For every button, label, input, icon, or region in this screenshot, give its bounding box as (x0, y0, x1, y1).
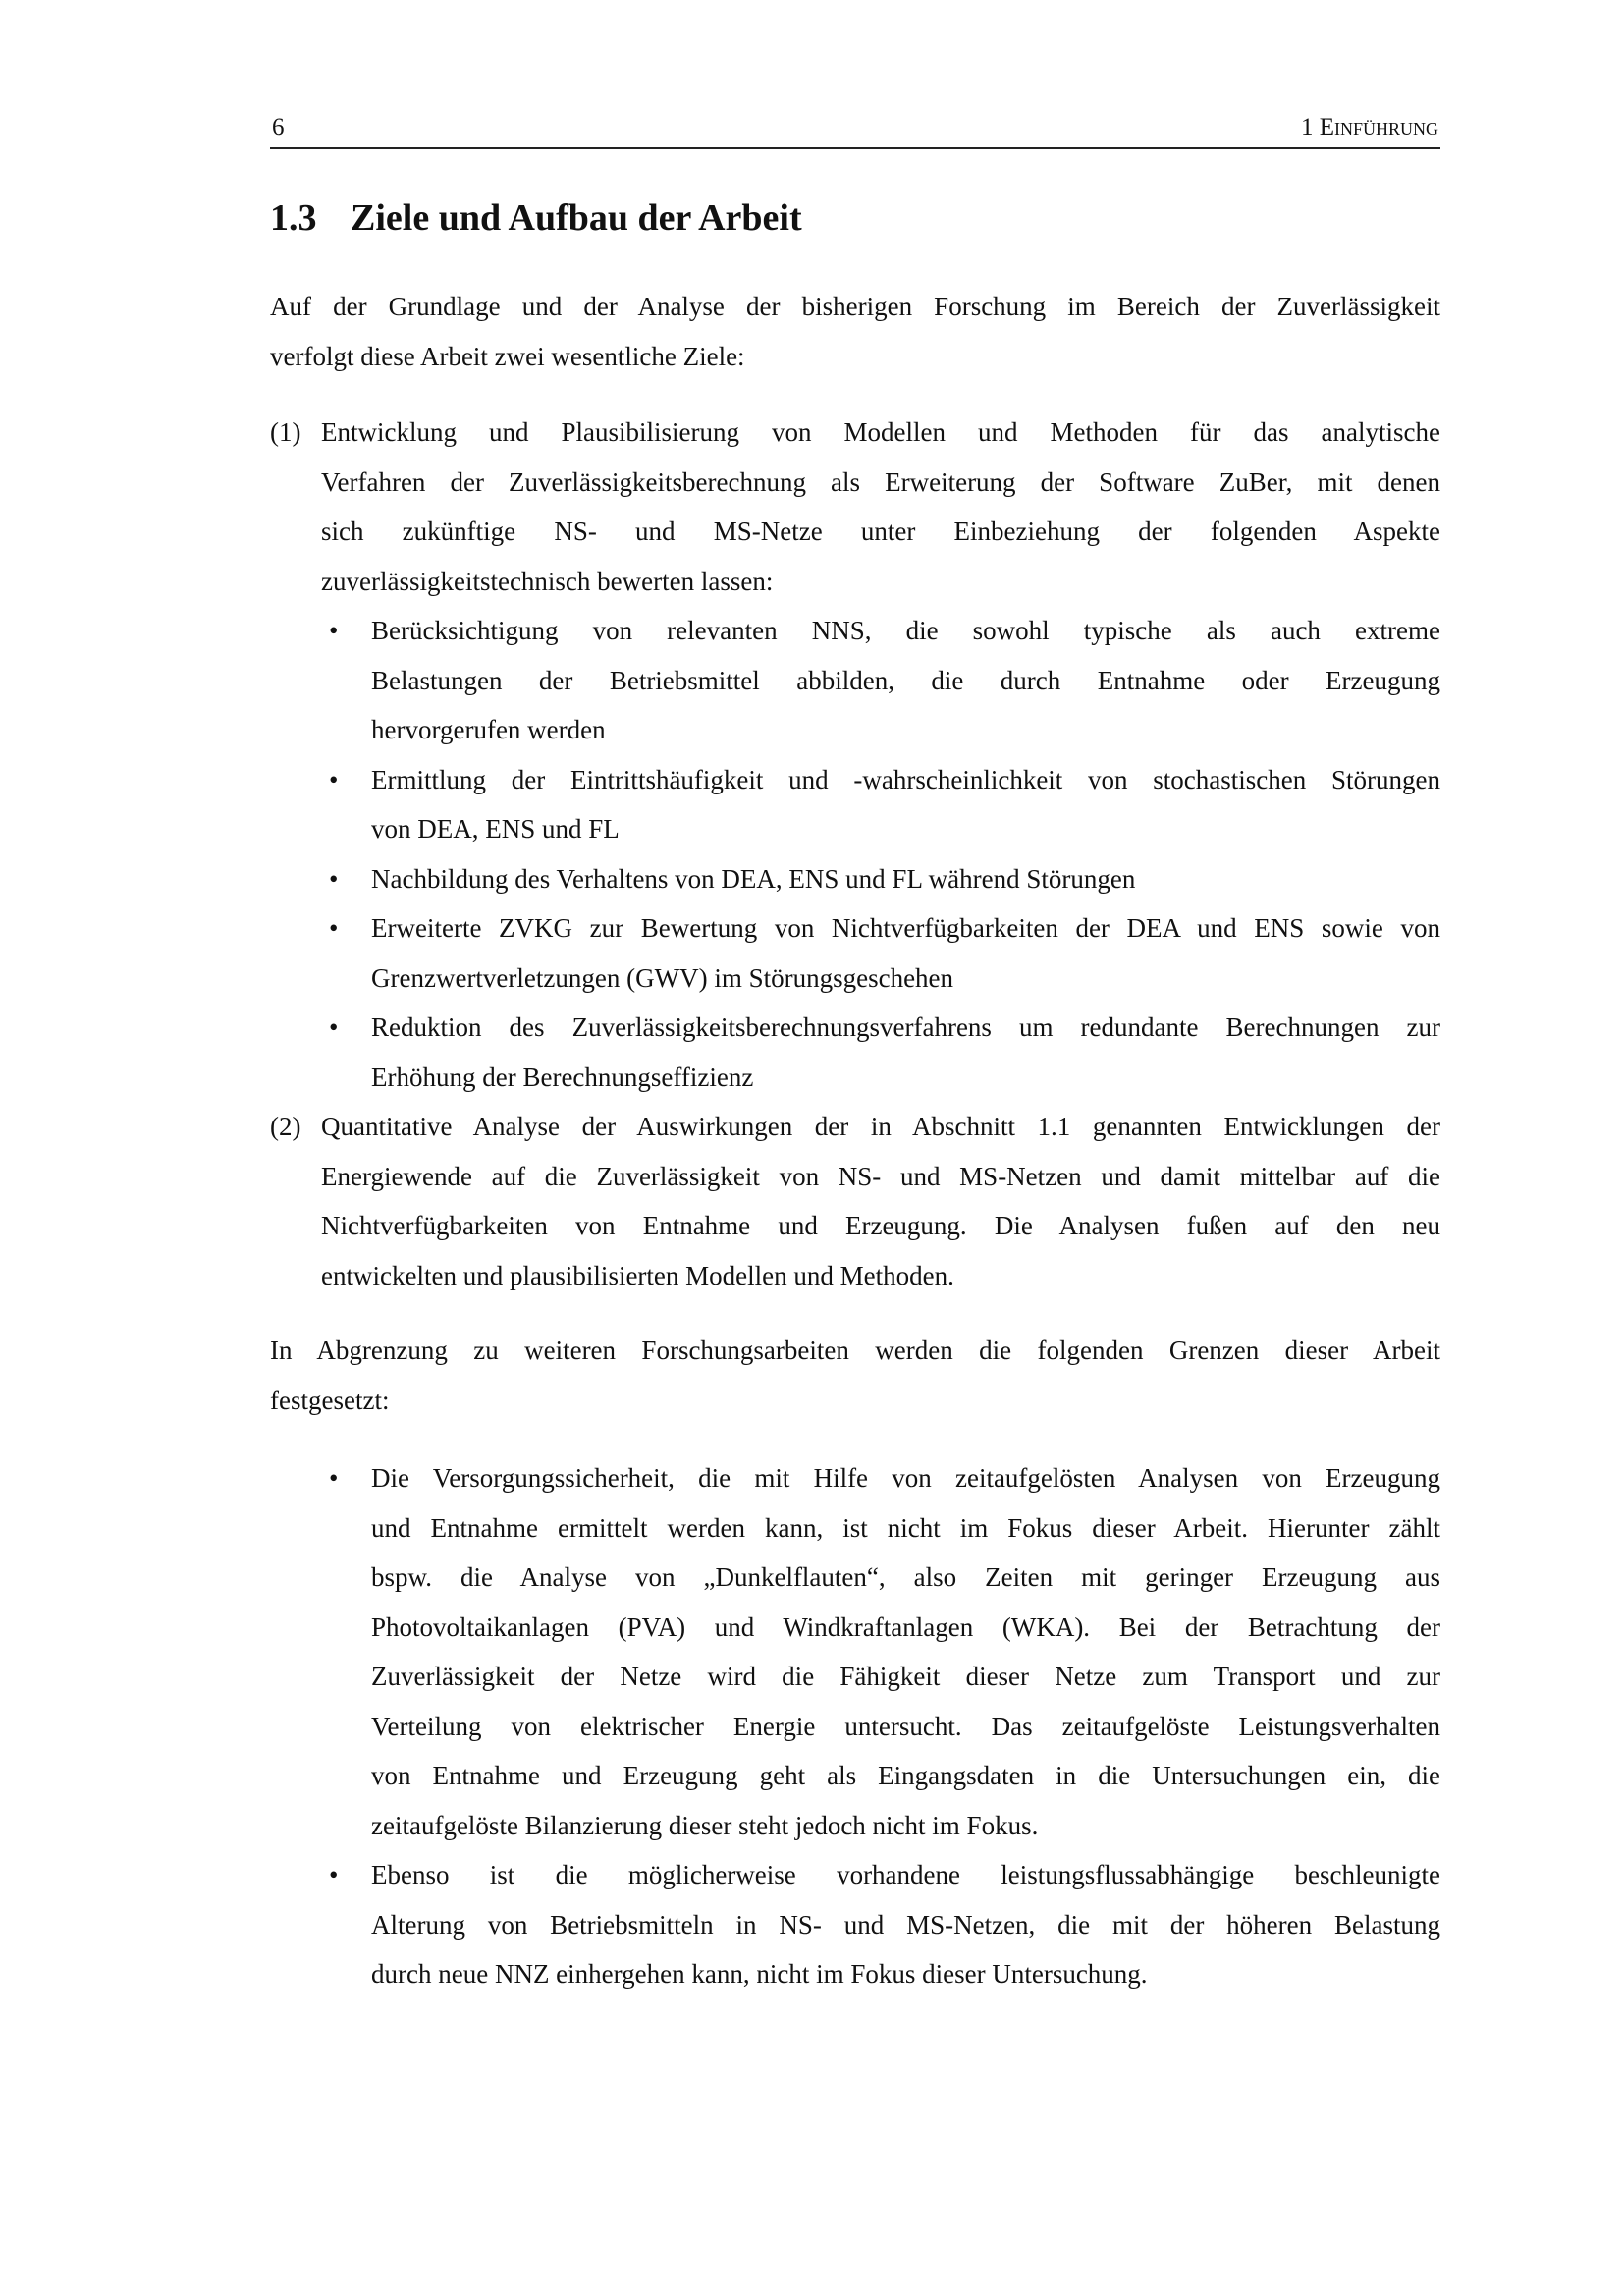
text-line: Verfahren der Zuverlässigkeitsberechnung als Erweiterung der Software ZuBer, mit denen (321, 466, 1440, 497)
limit-bullet (270, 1453, 1440, 1850)
text-line: verfolgt diese Arbeit zwei wesentliche Ziele: (270, 341, 745, 371)
text-line: und Entnahme ermittelt werden kann, ist nicht im Fokus dieser Arbeit. Hierunter zählt (371, 1512, 1440, 1543)
text-line: sich zukünftige NS- und MS-Netze unter Einbeziehung der folgenden Aspekte (321, 517, 1440, 546)
text-line: Verteilung von elektrischer Energie untersucht. Das zeitaufgelöste Leistungsverhalten (371, 1711, 1440, 1741)
section-heading (270, 196, 802, 240)
goal-label: (1) (270, 417, 301, 447)
text-line: Ermittlung der Eintrittshäufigkeit und -wahrscheinlichkeit von stochastischen Störungen (371, 764, 1440, 794)
goal-label: (2) (270, 1112, 301, 1141)
text-line: Alterung von Betriebsmitteln in NS- und MS-Netzen, die mit der höheren Belastung (371, 1909, 1440, 1940)
limit-bullet (270, 1850, 1440, 1999)
bullet-icon: • (329, 1860, 339, 1889)
text-line: hervorgerufen werden (371, 715, 606, 744)
intro-paragraph (270, 282, 1440, 381)
aspect-bullet (270, 903, 1440, 1003)
text-line: Die Versorgungssicherheit, die mit Hilfe von zeitaufgelösten Analysen von Erzeugung (371, 1463, 1440, 1493)
text-line: Entwicklung und Plausibilisierung von Modellen und Methoden für das analytische (321, 417, 1440, 447)
bullet-icon: • (329, 764, 339, 794)
bullet-icon: • (329, 1012, 339, 1042)
aspect-bullet (270, 1003, 1440, 1102)
text-line: entwickelten und plausibilisierten Modellen und Methoden. (321, 1260, 954, 1290)
text-line: Erhöhung der Berechnungseffizienz (371, 1062, 754, 1092)
goal-item (270, 408, 1440, 606)
text-line: zeitaufgelöste Bilanzierung dieser steht jedoch nicht im Fokus. (371, 1810, 1039, 1840)
text-line: Quantitative Analyse der Auswirkungen der in Abschnitt 1.1 genannten Entwicklungen der (321, 1112, 1440, 1141)
limits-intro-paragraph (270, 1326, 1440, 1425)
text-line: festgesetzt: (270, 1385, 390, 1415)
text-line: Erweiterte ZVKG zur Bewertung von Nichtverfügbarkeiten der DEA und ENS sowie von (371, 913, 1440, 943)
text-line: Grenzwertverletzungen (GWV) im Störungsgeschehen (371, 962, 954, 993)
aspect-bullet (270, 606, 1440, 755)
text-line: In Abgrenzung zu weiteren Forschungsarbeiten werden die folgenden Grenzen dieser Arbeit (270, 1336, 1440, 1365)
text-line: Ebenso ist die möglicherweise vorhandene leistungsflussabhängige beschleunigte (371, 1860, 1440, 1889)
aspect-bullet (270, 755, 1440, 854)
text-line: Nachbildung des Verhaltens von DEA, ENS und FL während Störungen (371, 863, 1136, 894)
page-number: 6 (272, 114, 285, 140)
text-line: Auf der Grundlage und der Analyse der bisherigen Forschung im Bereich der Zuverlässigkeit (270, 292, 1440, 321)
text-line: von DEA, ENS und FL (371, 814, 620, 844)
bullet-icon: • (329, 913, 339, 943)
text-line: zuverlässigkeitstechnisch bewerten lassen: (321, 566, 774, 596)
section-number: 1.3 (270, 197, 317, 239)
text-line: Energiewende auf die Zuverlässigkeit von NS- und MS-Netzen und damit mittelbar auf die (321, 1161, 1440, 1191)
text-line: Belastungen der Betriebsmittel abbilden, die durch Entnahme oder Erzeugung (371, 665, 1440, 695)
aspect-bullet (270, 854, 1440, 904)
page-header (270, 114, 1440, 149)
bullet-icon: • (329, 616, 339, 645)
bullet-icon: • (329, 1463, 339, 1493)
text-line: Reduktion des Zuverlässigkeitsberechnungsverfahrens um redundante Berechnungen zur (371, 1012, 1440, 1042)
text-line: Nichtverfügbarkeiten von Entnahme und Erzeugung. Die Analysen fußen auf den neu (321, 1211, 1440, 1240)
body-text (270, 282, 1440, 1999)
goal-item (270, 1102, 1440, 1300)
text-line: durch neue NNZ einhergehen kann, nicht im Fokus dieser Untersuchung. (371, 1959, 1148, 1989)
bullet-icon: • (329, 863, 339, 894)
text-line: von Entnahme und Erzeugung geht als Eingangsdaten in die Untersuchungen ein, die (371, 1761, 1440, 1790)
text-line: bspw. die Analyse von „Dunkelflauten“, also Zeiten mit geringer Erzeugung aus (371, 1562, 1440, 1592)
text-line: Photovoltaikanlagen (PVA) und Windkraftanlagen (WKA). Bei der Betrachtung der (371, 1612, 1440, 1642)
section-title: Ziele und Aufbau der Arbeit (351, 197, 802, 239)
text-line: Berücksichtigung von relevanten NNS, die sowohl typische als auch extreme (371, 616, 1440, 645)
running-title: 1 Einführung (1300, 114, 1438, 140)
text-line: Zuverlässigkeit der Netze wird die Fähigkeit dieser Netze zum Transport und zur (371, 1662, 1440, 1691)
